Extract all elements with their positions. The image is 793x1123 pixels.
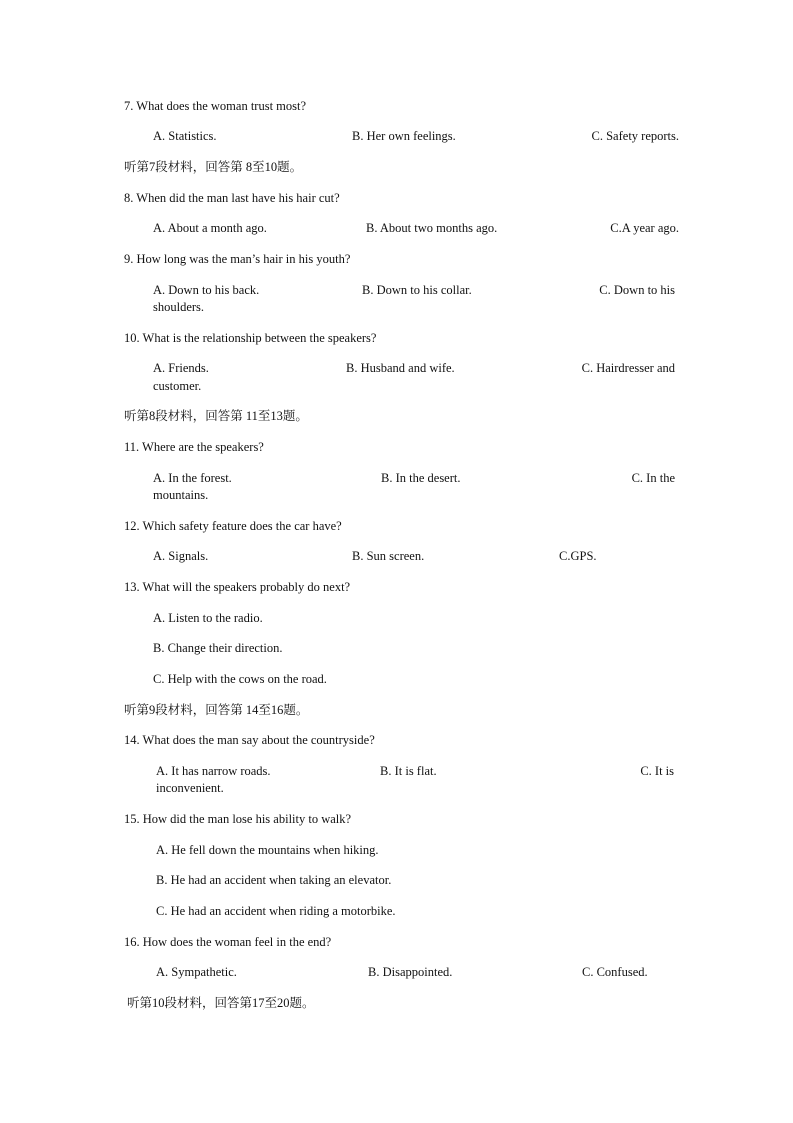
question-11-stem: 11. Where are the speakers? [124,440,264,454]
option-c: C. It is [640,764,674,778]
question-7-options [153,128,679,144]
question-8-stem: 8. When did the man last have his hair cut? [124,191,340,205]
option-c: C. Hairdresser and [581,361,675,375]
question-14-stem: 14. What does the man say about the countryside? [124,733,375,747]
option-a: A. He fell down the mountains when hiking. [156,843,379,857]
option-c: C.GPS. [559,549,597,563]
option-a: A. Statistics. [153,129,217,143]
option-a: A. Down to his back. [153,283,260,297]
question-15-stem: 15. How did the man lose his ability to walk? [124,812,352,826]
option-a: A. Signals. [153,549,209,563]
question-10-stem: 10. What is the relationship between the speakers? [124,331,377,345]
option-c: C. In the [631,471,675,485]
option-b: B. Her own feelings. [352,129,456,143]
option-b: B. Sun screen. [352,549,425,563]
question-8-options [153,220,679,236]
option-b: B. Husband and wife. [346,361,455,375]
section-10-instruction: 听第10段材料，回答第17至20题。 [127,996,315,1010]
question-14-options [156,763,678,779]
question-9-options [153,282,679,298]
question-13-stem: 13. What will the speakers probably do next? [124,580,351,594]
option-a: A. Listen to the radio. [153,611,263,625]
question-12-options [153,548,679,564]
option-b: B. In the desert. [381,471,461,485]
section-9-instruction: 听第9段材料，回答第 14至16题。 [124,703,309,717]
option-c-continued: inconvenient. [156,781,224,795]
question-11-options [153,470,679,486]
option-a: A. Friends. [153,361,209,375]
option-c-continued: shoulders. [153,300,205,314]
option-b: B. Disappointed. [368,965,453,979]
question-7-stem: 7. What does the woman trust most? [124,99,307,113]
option-a: A. About a month ago. [153,221,267,235]
option-c-continued: customer. [153,379,202,393]
option-c: C. Confused. [582,965,648,979]
option-a: A. It has narrow roads. [156,764,271,778]
option-b: B. Down to his collar. [362,283,472,297]
option-b: B. Change their direction. [153,641,283,655]
option-c: C. He had an accident when riding a motorbike. [156,904,396,918]
option-a: A. In the forest. [153,471,232,485]
option-b: B. It is flat. [380,764,437,778]
section-7-instruction: 听第7段材料，回答第 8至10题。 [124,160,303,174]
option-b: B. He had an accident when taking an elevator. [156,873,392,887]
question-12-stem: 12. Which safety feature does the car have? [124,519,342,533]
question-16-options [156,964,678,980]
option-b: B. About two months ago. [366,221,498,235]
option-c-continued: mountains. [153,488,209,502]
question-10-options [153,360,679,376]
section-8-instruction: 听第8段材料，回答第 11至13题。 [124,409,308,423]
option-c: C. Safety reports. [591,129,679,143]
option-c: C. Down to his [599,283,675,297]
question-9-stem: 9. How long was the man’s hair in his youth? [124,252,351,266]
question-16-stem: 16. How does the woman feel in the end? [124,935,332,949]
option-c: C.A year ago. [610,221,679,235]
option-a: A. Sympathetic. [156,965,237,979]
option-c: C. Help with the cows on the road. [153,672,327,686]
